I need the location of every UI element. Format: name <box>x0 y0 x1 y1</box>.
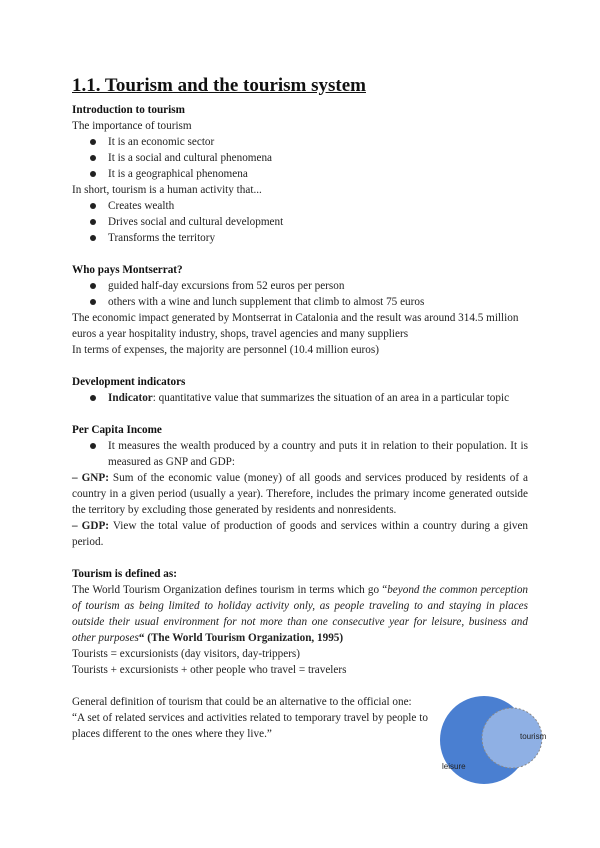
definition-intro: The World Tourism Organization defines tourism in terms which go “ <box>72 584 388 596</box>
gdp-label: – GDP: <box>72 520 110 532</box>
list-item: Transforms the territory <box>108 230 528 246</box>
document-page <box>72 74 528 742</box>
gdp-text: View the total value of production of goods and services within a country during a given period. <box>72 520 529 548</box>
indicator-definition: : quantitative value that summarizes the situation of an area in a particular topic <box>152 392 510 404</box>
expenses-text: In terms of expenses, the majority are personnel (10.4 million euros) <box>72 344 379 356</box>
importance-text: The importance of tourism <box>72 120 192 132</box>
definition-heading: Tourism is defined as: <box>72 568 177 580</box>
summary-text: In short, tourism is a human activity that... <box>72 184 262 196</box>
development-heading: Development indicators <box>72 376 186 388</box>
list-item <box>108 390 528 406</box>
definition-paragraph <box>72 582 528 646</box>
definition-quote: beyond the common perception of tourism as being limited to holiday activity only, as people traveling to and staying in places outside their usual environment for not more than one consecutive year for leisure, business and other purposes <box>72 584 529 644</box>
definition-source: “ (The World Tourism Organization, 1995) <box>138 632 344 644</box>
leisure-label: leisure <box>442 762 466 771</box>
indicator-term: Indicator <box>108 392 153 404</box>
intro-heading: Introduction to tourism <box>72 104 185 116</box>
list-item: It measures the wealth produced by a country and puts it in relation to their population. It is measured as GNP and GDP: <box>108 440 528 468</box>
gnp-paragraph <box>72 470 528 518</box>
list-item: It is a geographical phenomena <box>108 166 528 182</box>
tourists-text: Tourists = excursionists (day visitors, day-trippers) <box>72 648 300 660</box>
montserrat-heading: Who pays Montserrat? <box>72 264 183 276</box>
list-item: Drives social and cultural development <box>108 214 528 230</box>
montserrat-list <box>72 278 528 310</box>
impact-text: The economic impact generated by Montserrat in Catalonia and the result was around 314.5 million euros a year hospitality industry, shops, travel agencies and many suppliers <box>72 312 519 340</box>
list-item: others with a wine and lunch supplement that climb to almost 75 euros <box>108 294 528 310</box>
list-item: It is an economic sector <box>108 134 528 150</box>
gdp-paragraph <box>72 518 528 550</box>
list-item: guided half-day excursions from 52 euros per person <box>108 278 528 294</box>
list-item: It is a social and cultural phenomena <box>108 150 528 166</box>
gnp-text: Sum of the economic value (money) of all goods and services produced by residents of a country in a given period (usually a year). Therefore, includes the primary income generated outside the territory by excluding those generated by residents and nonresidents. <box>72 472 528 516</box>
general-intro: General definition of tourism that could be an alternative to the official one: <box>72 696 412 708</box>
page-title: 1.1. Tourism and the tourism system <box>72 75 366 96</box>
travelers-text: Tourists + excursionists + other people who travel = travelers <box>72 664 347 676</box>
income-heading: Per Capita Income <box>72 424 162 436</box>
importance-list <box>72 134 528 182</box>
gnp-label: – GNP: <box>72 472 109 484</box>
development-list <box>72 390 528 406</box>
income-list <box>72 438 528 470</box>
leisure-tourism-venn-diagram <box>432 690 556 790</box>
general-quote: “A set of related services and activities related to temporary travel by people to places different to the ones where they live.” <box>72 712 428 740</box>
list-item: Creates wealth <box>108 198 528 214</box>
tourism-label: tourism <box>520 732 547 741</box>
activity-list <box>72 198 528 246</box>
